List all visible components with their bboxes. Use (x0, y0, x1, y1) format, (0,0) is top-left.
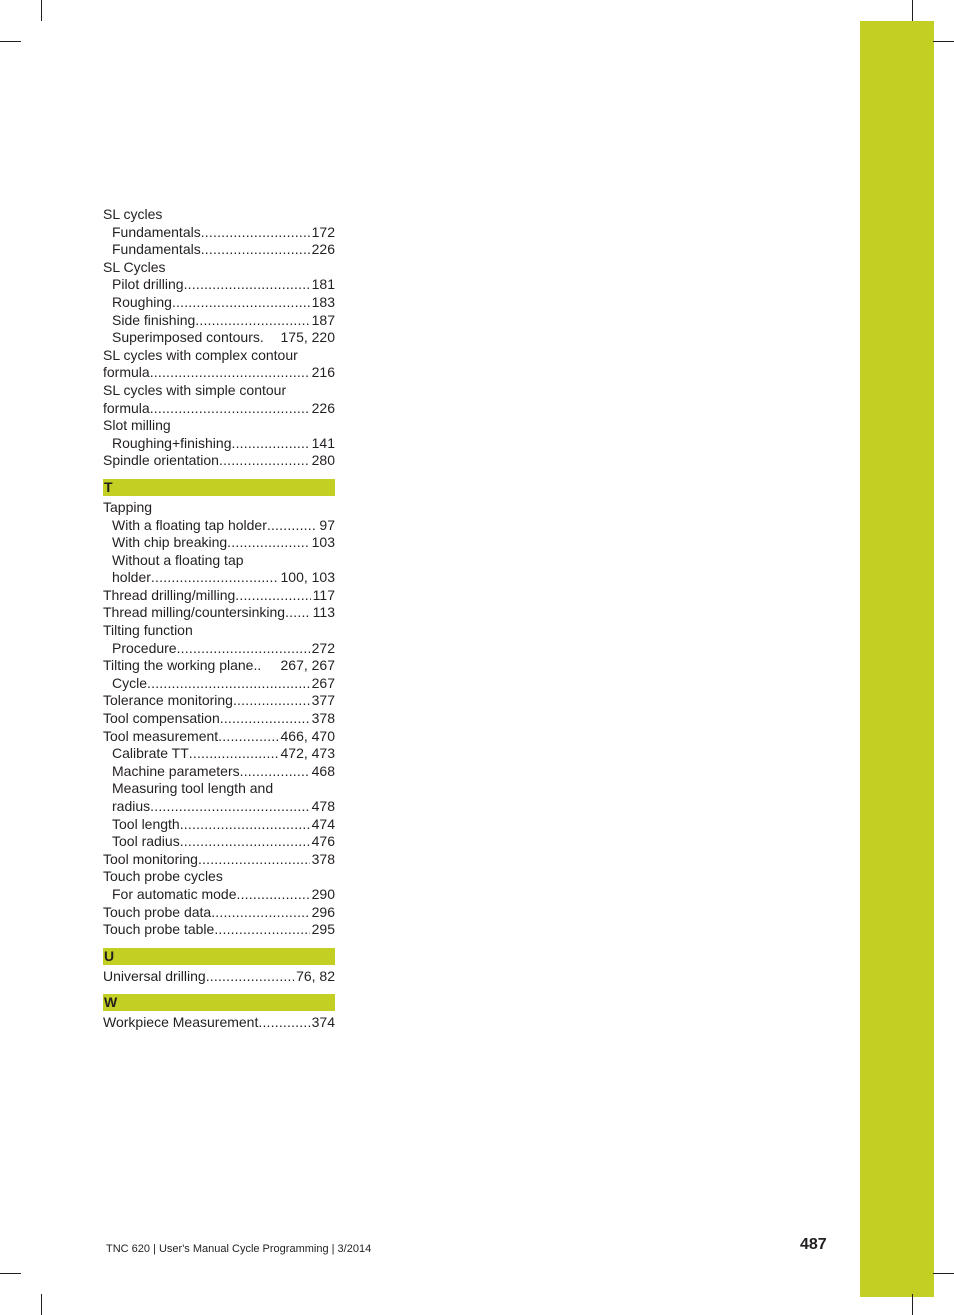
index-entry (103, 728, 335, 746)
index-entry-pages: 175, 220 (280, 329, 335, 346)
index-entry-pages: 267 (311, 674, 335, 691)
index-entry-pages: 295 (311, 921, 335, 938)
index-entry (103, 452, 335, 470)
index-entry-label: holder (112, 569, 151, 586)
index-entry-label: Tolerance monitoring (103, 692, 233, 709)
index-heading: SL cycles with complex contour (103, 346, 298, 363)
leader-dots (231, 435, 309, 453)
index-heading: Touch probe cycles (103, 868, 223, 885)
index-entry-label: Tool radius (112, 833, 180, 850)
leader-dots (195, 312, 309, 330)
index-entry-pages: 296 (311, 903, 335, 920)
leader-dots (201, 224, 310, 242)
index-entry-label: Tool monitoring (103, 850, 198, 867)
leader-dots (220, 710, 310, 728)
index-entry-pages: 226 (311, 241, 335, 258)
index-letter-t: T (103, 479, 335, 496)
index-entry (103, 710, 335, 728)
index-entry-pages: 141 (311, 434, 335, 451)
leader-dots (172, 294, 310, 312)
index-entry-label: Tool measurement (103, 727, 219, 744)
index-entry-label: Touch probe data (103, 903, 212, 920)
leader-dots (184, 276, 310, 294)
index-entry (103, 364, 335, 382)
index-entry (103, 968, 335, 986)
index-entry-label: With a floating tap holder (112, 516, 267, 533)
leader-dots (227, 534, 309, 552)
index-entry (103, 400, 335, 418)
index-entry (103, 276, 335, 294)
index-heading: Tapping (103, 498, 153, 515)
leader-dots (258, 1014, 309, 1032)
index-entry-label: Workpiece Measurement (103, 1014, 259, 1031)
index-letter-w: W (103, 994, 335, 1011)
index-entry-pages: 476 (311, 833, 335, 850)
chapter-tab-bar (860, 21, 934, 1297)
index-entry (103, 675, 335, 693)
crop-mark (912, 1294, 913, 1315)
index-column (103, 206, 335, 1032)
leader-dots (180, 816, 310, 834)
index-entry-pages: 187 (311, 311, 335, 328)
index-entry-pages: 374 (311, 1014, 335, 1031)
index-entry (103, 517, 335, 535)
leader-dots (211, 904, 309, 922)
index-entry-label: Calibrate TT (112, 745, 189, 762)
index-entry (103, 587, 335, 605)
index-entry-pages: 113 (312, 604, 335, 621)
index-entry (103, 745, 335, 763)
leader-dots (285, 604, 311, 622)
index-entry-pages: 377 (311, 692, 335, 709)
leader-dots (151, 569, 279, 587)
index-heading: Without a floating tap (112, 551, 244, 568)
index-entry-label: Spindle orientation (103, 452, 219, 469)
index-entry-label: Universal drilling (103, 967, 206, 984)
index-entry-label: Tool compensation (103, 710, 220, 727)
page-number: 487 (800, 1236, 827, 1253)
index-entry-label: Superimposed contours. (112, 329, 264, 346)
index-entry (103, 1014, 335, 1032)
index-entry-pages: 97 (319, 516, 335, 533)
index-entry (103, 798, 335, 816)
crop-mark (933, 41, 954, 42)
index-entry-label: Procedure (112, 639, 177, 656)
index-entry (103, 435, 335, 453)
index-heading: SL cycles with simple contour (103, 381, 287, 398)
leader-dots (237, 886, 310, 904)
leader-dots (150, 364, 310, 382)
crop-mark (0, 1273, 21, 1274)
index-entry (103, 312, 335, 330)
index-entry-pages: 472, 473 (280, 745, 335, 762)
index-entry (103, 886, 335, 904)
index-entry (103, 241, 335, 259)
index-entry (103, 692, 335, 710)
leader-dots (189, 745, 279, 763)
leader-dots (219, 452, 310, 470)
crop-mark (41, 0, 42, 21)
index-entry-pages: 183 (311, 293, 335, 310)
index-entry-pages: 76, 82 (296, 967, 335, 984)
leader-dots (198, 851, 310, 869)
index-entry-label: Thread milling/countersinking (103, 604, 286, 621)
index-entry-pages: 378 (311, 710, 335, 727)
index-heading: Measuring tool length and (112, 780, 274, 797)
index-entry (103, 329, 335, 347)
index-entry (103, 657, 335, 675)
index-entry-label: formula (103, 364, 150, 381)
leader-dots (267, 517, 318, 535)
index-entry-pages: 216 (311, 364, 335, 381)
index-heading: SL Cycles (103, 258, 166, 275)
index-entry-label: Fundamentals (112, 241, 201, 258)
index-entry (103, 224, 335, 242)
index-entry-pages: 267, 267 (280, 657, 335, 674)
index-entry-label: Roughing+finishing (112, 434, 232, 451)
index-entry-pages: 478 (311, 798, 335, 814)
leader-dots (147, 675, 310, 693)
index-entry-label: Roughing (112, 293, 172, 310)
leader-dots (218, 728, 278, 746)
crop-mark (0, 41, 21, 42)
index-entry (103, 604, 335, 622)
index-entry-pages: 280 (311, 452, 335, 469)
index-heading: SL cycles (103, 206, 163, 222)
index-entry-label: radius (112, 798, 151, 814)
index-entry (103, 294, 335, 312)
index-entry-pages: 272 (311, 639, 335, 656)
index-entry-pages: 103 (311, 534, 335, 551)
index-entry-label: formula (103, 399, 150, 416)
index-entry-label: Side finishing (112, 311, 196, 328)
index-entry-pages: 117 (312, 586, 335, 603)
leader-dots (201, 241, 310, 259)
index-entry-label: With chip breaking (112, 534, 228, 551)
index-entry (103, 921, 335, 939)
index-entry (103, 816, 335, 834)
index-entry-pages: 474 (311, 815, 335, 832)
leader-dots (150, 798, 310, 816)
leader-dots (177, 640, 310, 658)
crop-mark (933, 1273, 954, 1274)
index-entry (103, 763, 335, 781)
leader-dots (235, 587, 310, 605)
index-entry-pages: 226 (311, 399, 335, 416)
index-entry-pages: 100, 103 (280, 569, 335, 586)
index-entry-label: Tool length (112, 815, 180, 832)
index-entry (103, 640, 335, 658)
footer-text: TNC 620 | User's Manual Cycle Programming | 3/2014 (106, 1243, 372, 1255)
index-entry-label: Tilting the working plane.. (103, 657, 262, 674)
leader-dots (180, 833, 310, 851)
index-heading: Tilting function (103, 622, 193, 639)
crop-mark (41, 1294, 42, 1315)
index-entry-pages: 181 (311, 276, 335, 293)
index-entry (103, 569, 335, 587)
index-entry-label: Fundamentals (112, 223, 201, 240)
index-entry (103, 833, 335, 851)
index-entry-pages: 466, 470 (280, 727, 335, 744)
leader-dots (214, 921, 309, 939)
index-entry (103, 851, 335, 869)
leader-dots (233, 692, 310, 710)
leader-dots (150, 400, 310, 418)
index-entry-label: Thread drilling/milling (103, 586, 236, 603)
index-letter-u: U (103, 948, 335, 965)
crop-mark (912, 0, 913, 21)
index-entry-label: Machine parameters (112, 762, 240, 779)
index-entry-label: For automatic mode (112, 885, 237, 902)
index-entry-pages: 172 (311, 223, 335, 240)
index-entry-label: Pilot drilling (112, 276, 184, 293)
index-heading: Slot milling (103, 417, 171, 434)
leader-dots (240, 763, 310, 781)
index-entry-pages: 468 (311, 762, 335, 779)
index-entry-pages: 378 (311, 850, 335, 867)
index-entry-label: Touch probe table (103, 921, 215, 938)
leader-dots (206, 968, 294, 986)
index-entry (103, 534, 335, 552)
index-entry-pages: 290 (311, 885, 335, 902)
index-entry-label: Cycle (112, 674, 148, 691)
index-entry (103, 904, 335, 922)
